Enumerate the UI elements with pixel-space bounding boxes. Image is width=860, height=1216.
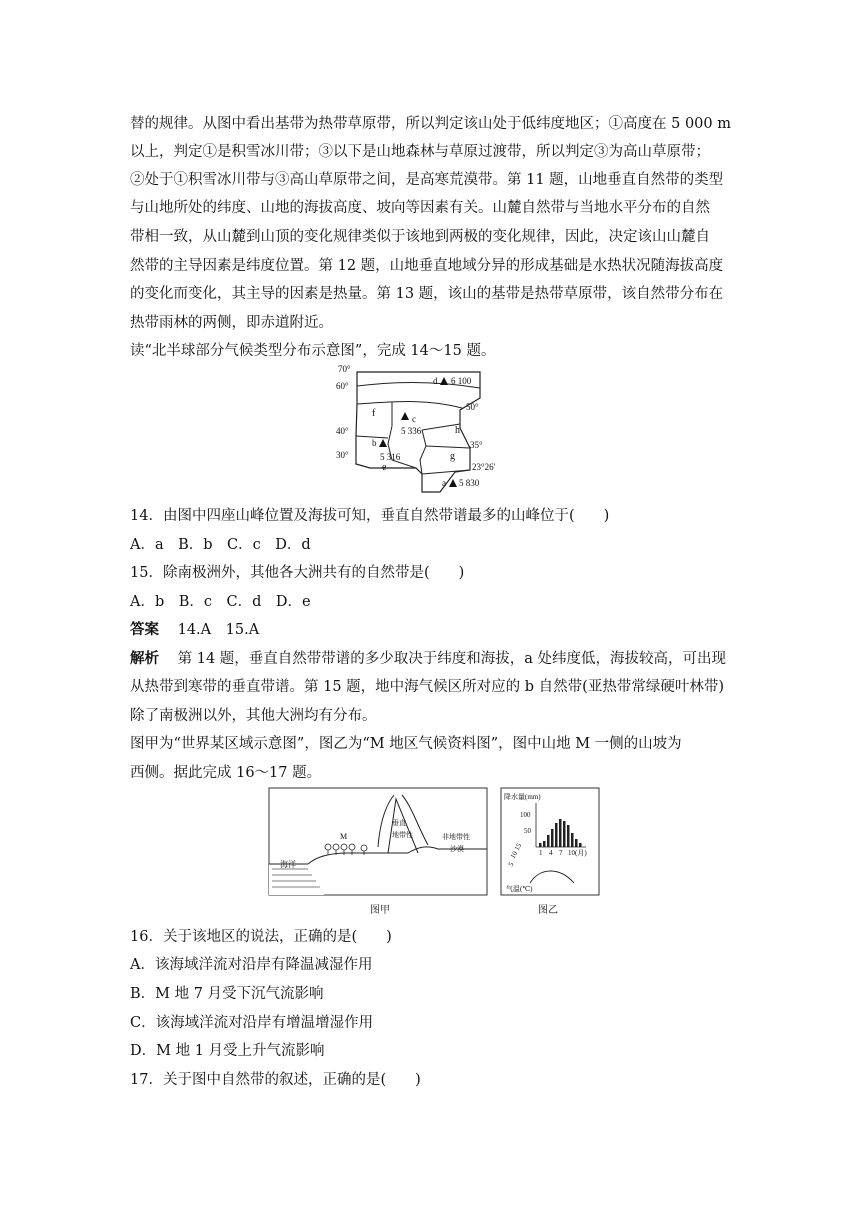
explanation-text: 替的规律。从图中看出基带为热带草原带，所以判定该山处于低纬度地区；①高度在 5 000 m	[130, 116, 731, 132]
answer-label: 答案	[130, 621, 159, 638]
climate-map-figure	[330, 364, 500, 494]
precip-tick: 100	[520, 811, 531, 819]
question-16-option-d: D．M 地 1 月受上升气流影响	[130, 1043, 325, 1059]
question-intro: 西侧。据此完成 16～17 题。	[130, 765, 322, 781]
nonzonal-label: 非地带性	[442, 833, 470, 841]
map-boundary	[422, 470, 470, 474]
map-boundary	[426, 446, 470, 448]
vertical-zone-label: 地带性	[392, 831, 413, 839]
peak-a-height: 5 830	[459, 478, 480, 488]
precip-tick: 50	[524, 827, 531, 835]
temp-tick: 5	[506, 860, 516, 868]
question-intro: 读“北半球部分气候类型分布示意图”，完成 14～15 题。	[130, 343, 496, 359]
peak-c-letter: c	[412, 414, 416, 424]
question-16-stem: 16．关于该地区的说法，正确的是( )	[130, 929, 392, 945]
question-16-option-c: C．该海域洋流对沿岸有增温增湿作用	[130, 1015, 374, 1031]
peak-b-letter: b	[372, 438, 377, 448]
question-14-stem: 14．由图中四座山峰位置及海拔可知，垂直自然带谱最多的山峰位于( )	[130, 508, 610, 524]
explanation-text: 热带雨林的两侧，即赤道附近。	[130, 315, 333, 331]
region-label-e: e	[382, 462, 387, 473]
mountain-peak-icon	[379, 439, 387, 447]
lat-label: 70°	[338, 364, 351, 374]
map-boundary	[420, 430, 426, 474]
vertical-zone-label: 垂直	[392, 819, 406, 827]
month-label: 1	[539, 849, 543, 857]
explanation-text: 的变化而变化，其主导的因素是热量。第 13 题，该山的基带是热带草原带，该自然带分布在	[130, 286, 724, 302]
nonzonal-label: 沙漠	[450, 845, 464, 853]
peak-d-height: 6 100	[451, 376, 472, 386]
explanation-text: 带相一致，从山麓到山顶的变化规律类似于该地到两极的变化规律，因此，决定该山山麓自	[130, 229, 710, 245]
sea-label: 海洋	[280, 860, 296, 869]
question-15-stem: 15．除南极洲外，其他各大洲共有的自然带是( )	[130, 565, 465, 581]
region-label-h: h	[455, 425, 460, 436]
temperature-curve	[530, 871, 574, 883]
figure-caption: 图乙	[538, 905, 558, 916]
lat-label: 40°	[336, 426, 349, 436]
lat-label: 60°	[336, 381, 349, 391]
month-label: 4	[549, 849, 553, 857]
temp-tick: 15	[512, 841, 524, 852]
explanation-text: 然带的主导因素是纬度位置。第 12 题，山地垂直地域分异的形成基础是水热状况随海拔高度	[130, 258, 724, 274]
peak-d-letter: d	[433, 376, 438, 386]
question-intro: 图甲为“世界某区域示意图”，图乙为“M 地区气候资料图”，图中山地 M 一侧的山坡为	[130, 736, 682, 752]
analysis-label: 解析	[130, 650, 159, 667]
figure-frame	[501, 788, 599, 895]
mountain-peak-icon	[401, 412, 409, 420]
explanation-text: 与山地所处的纬度、山地的海拔高度、坡向等因素有关。山麓自然带与当地水平分布的自然	[130, 200, 710, 216]
explanation-text: ②处于①积雪冰川带与③高山草原带之间，是高寒荒漠带。第 11 题，山地垂直自然带的类型	[130, 172, 724, 188]
peak-a-letter: a	[442, 478, 446, 488]
analysis-text: 除了南极洲以外，其他大洲均有分布。	[130, 708, 377, 724]
analysis-text: 从热带到寒带的垂直带谱。第 15 题，地中海气候区所对应的 b 自然带(亚热带常绿硬叶林带)	[130, 679, 724, 695]
explanation-text: 以上，判定①是积雪冰川带；③以下是山地森林与草原过渡带，所以判定③为高山草原带；	[130, 144, 710, 160]
question-15-options: A．b B．c C．d D．e	[130, 594, 311, 610]
mountain-peak-icon	[440, 377, 448, 385]
answer-text: 14.A 15.A	[177, 622, 260, 638]
temp-axis-label: 气温(℃)	[506, 885, 533, 893]
question-16-option-b: B．M 地 7 月受下沉气流影响	[130, 986, 324, 1002]
figure-caption: 图甲	[370, 905, 390, 916]
month-label: 7	[559, 849, 563, 857]
lat-label: 23°26′	[472, 462, 496, 472]
mountain-peak-icon	[449, 479, 457, 487]
lat-label: 30°	[336, 450, 349, 460]
temp-tick: 10	[508, 849, 520, 860]
mountain-m-label: M	[340, 832, 348, 841]
question-16-option-a: A．该海域洋流对沿岸有降温减湿作用	[130, 957, 373, 973]
lat-label: 50°	[466, 402, 479, 412]
peak-b-height: 5 316	[380, 452, 401, 462]
question-14-options: A．a B．b C．c D．d	[130, 537, 311, 553]
figure-yi	[500, 787, 600, 921]
analysis-text: 第 14 题，垂直自然带带谱的多少取决于纬度和海拔，a 处纬度低，海拔较高，可出现	[177, 651, 727, 667]
precip-axis-label: 降水量(mm)	[504, 793, 541, 801]
figure-jia	[268, 787, 488, 921]
region-label-g: g	[450, 451, 455, 462]
month-label: 10(月)	[568, 849, 587, 857]
peak-c-height: 5 336	[401, 426, 422, 436]
region-label-f: f	[372, 408, 376, 419]
lat-label: 35°	[470, 440, 483, 450]
question-17-stem: 17．关于图中自然带的叙述，正确的是( )	[130, 1072, 421, 1088]
